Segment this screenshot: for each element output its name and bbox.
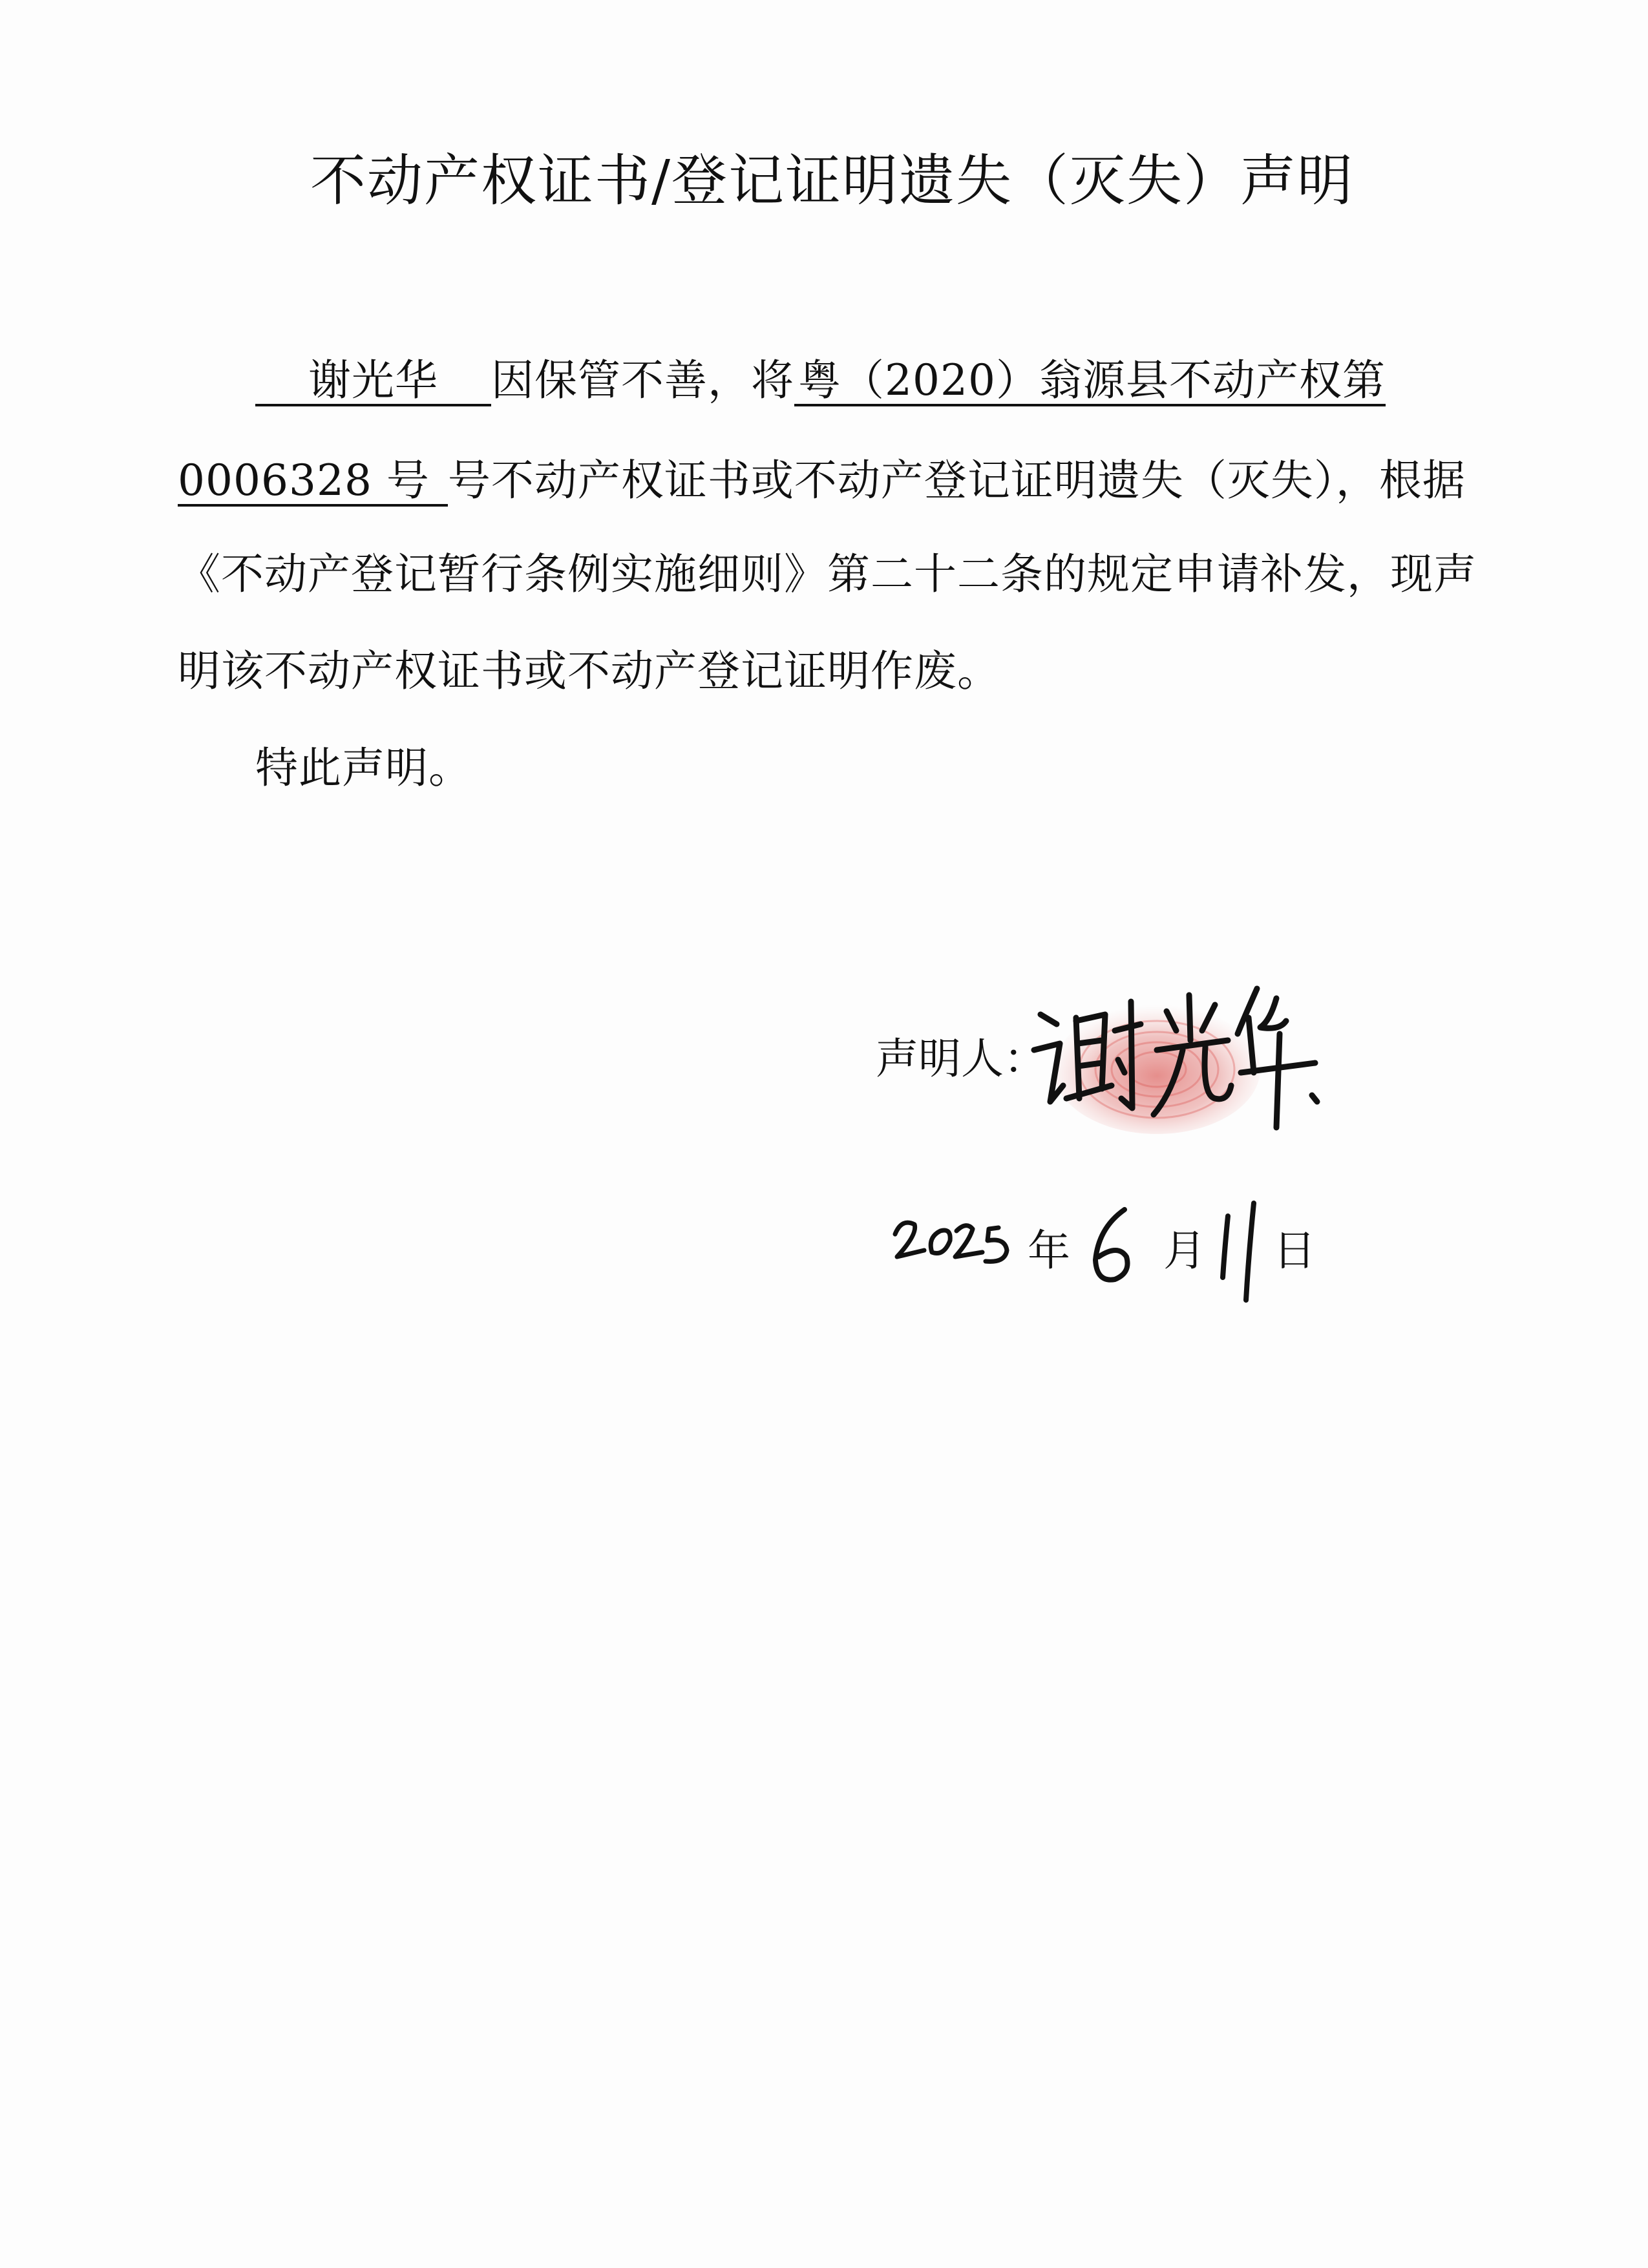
certificate-number-field-part2: 0006328 号 [178, 458, 448, 507]
body-line-2 [178, 446, 1466, 507]
handwritten-month [1076, 1202, 1147, 1292]
day-unit: 日 [1273, 1226, 1316, 1276]
document-title: 不动产权证书/登记证明遗失（灭失）声明 [310, 149, 1354, 213]
date-row [892, 1202, 1344, 1305]
certificate-number-field-part1: 粤（2020）翁源县不动产权第 [794, 358, 1386, 406]
body-line-1 [255, 346, 1386, 407]
handwritten-signature [1021, 969, 1325, 1131]
month-unit: 月 [1163, 1226, 1206, 1276]
body-text-after-cert: 号不动产权证书或不动产登记证明遗失（灭失），根据 [447, 456, 1466, 505]
closing-statement: 特此声明。 [255, 743, 472, 793]
year-unit: 年 [1028, 1226, 1070, 1276]
handwritten-day [1209, 1197, 1280, 1303]
declarant-label: 声明人： [876, 1034, 1046, 1084]
handwritten-year [892, 1202, 1021, 1279]
body-line-4: 明该不动产权证书或不动产登记证明作废。 [178, 646, 1000, 696]
declarant-name-field: 谢光华 [255, 358, 491, 406]
body-text-after-name: 因保管不善，将 [491, 355, 794, 405]
body-line-3: 《不动产登记暂行条例实施细则》第二十二条的规定申请补发，现声 [178, 549, 1477, 599]
